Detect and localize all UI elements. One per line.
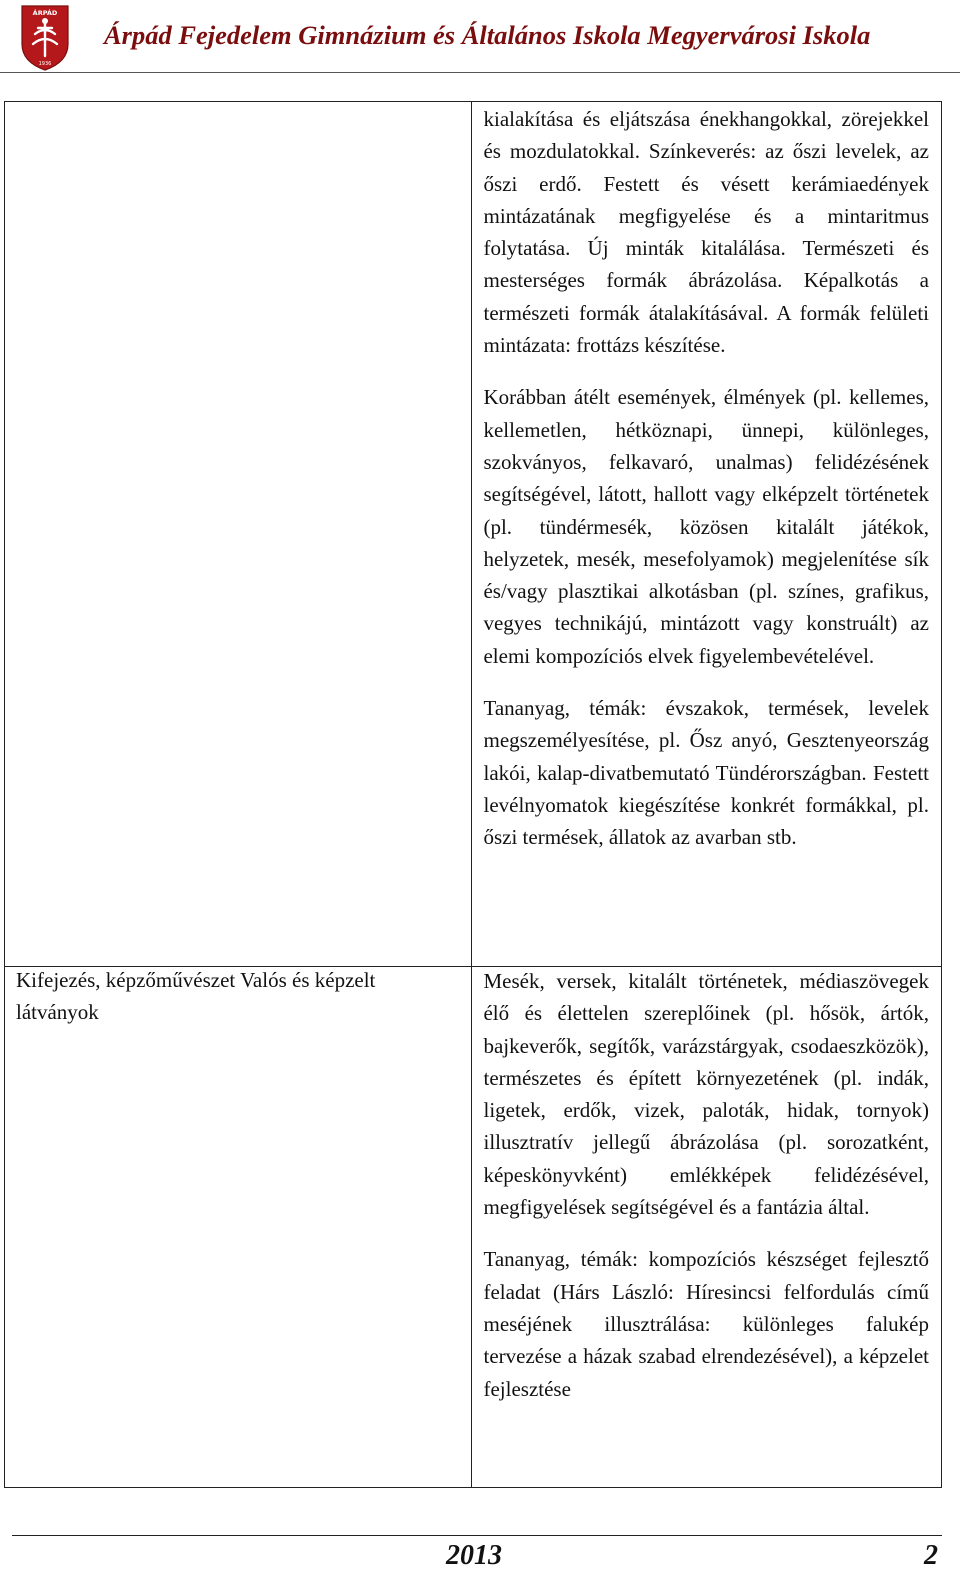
topic-cell [5, 102, 472, 967]
header-divider [0, 72, 960, 73]
topic-cell [5, 967, 472, 1488]
page-header [0, 0, 960, 76]
table-row [5, 102, 942, 967]
page-number: 2 [924, 1540, 938, 1571]
footer-divider [12, 1535, 942, 1536]
content-paragraph: Mesék, versek, kitalált történetek, médiaszövegek élő és élettelen szereplőinek (pl. hősök, ártók, bajkeverők, segítők, varázstárgyak, csodaeszközök), természetes és épített környezetének (pl. indák, ligetek, erdők, vizek, paloták, hidak, tornyok) illusztratív jellegű ábrázolása (pl. sorozatként, képeskönyvként) emlékképek felidézésével, megfigyelések segítségével és a fantázia által. [483, 969, 929, 1220]
topic-text: Kifejezés, képzőművészet Valós és képzelt látványok [16, 968, 376, 1025]
content-cell [472, 967, 942, 1488]
content-paragraph: Korábban átélt események, élmények (pl. kellemes, kellemetlen, hétköznapi, ünnepi, különleges, szokványos, felkavaró, unalmas) felidézésének segítségével, látott, hallott vagy elképzelt történetek (pl. tündérmesék, közösen kitalált játékok, helyzetek, mesék, mesefolyamok) megjelenítése sík és/vagy plasztikai alkotásban (pl. színes, grafikus, vegyes technikájú, mintázott vagy konstruált) az elemi kompozíciós elvek figyelembevételével. [483, 385, 929, 668]
svg-text:ÁRPÁD: ÁRPÁD [32, 9, 58, 17]
school-crest-icon [20, 4, 70, 72]
footer-year: 2013 [446, 1540, 502, 1571]
page-title: Árpád Fejedelem Gimnázium és Általános Iskola Megyervárosi Iskola [104, 20, 871, 50]
curriculum-table [4, 101, 942, 1488]
content-cell [472, 102, 942, 967]
content-paragraph: Tananyag, témák: évszakok, termések, levelek megszemélyesítése, pl. Ősz anyó, Gesztenyeország lakói, kalap-divatbemutató Tündérországban. Festett levélnyomatok kiegészítése konkrét formákkal, pl. őszi termések, állatok az avarban stb. [483, 696, 929, 850]
table-row [5, 967, 942, 1488]
svg-text:1936: 1936 [38, 61, 52, 67]
content-paragraph: Tananyag, témák: kompozíciós készséget fejlesztő feladat (Hárs László: Híresincsi felfordulás című meséjének illusztrálása: különleges falukép tervezése a házak szabad elrendezésével), a képzelet fejlesztése [483, 1247, 929, 1401]
content-paragraph: kialakítása és eljátszása énekhangokkal, zörejekkel és mozdulatokkal. Színkeverés: az őszi levelek, az őszi erdő. Festett és vésett kerámiaedények mintázatának megfigyelése és a mintaritmus folytatása. Új minták kitalálása. Természeti és mesterséges formák ábrázolása. Képalkotás a természeti formák átalakításával. A formák felületi mintázata: frottázs készítése. [483, 107, 929, 358]
